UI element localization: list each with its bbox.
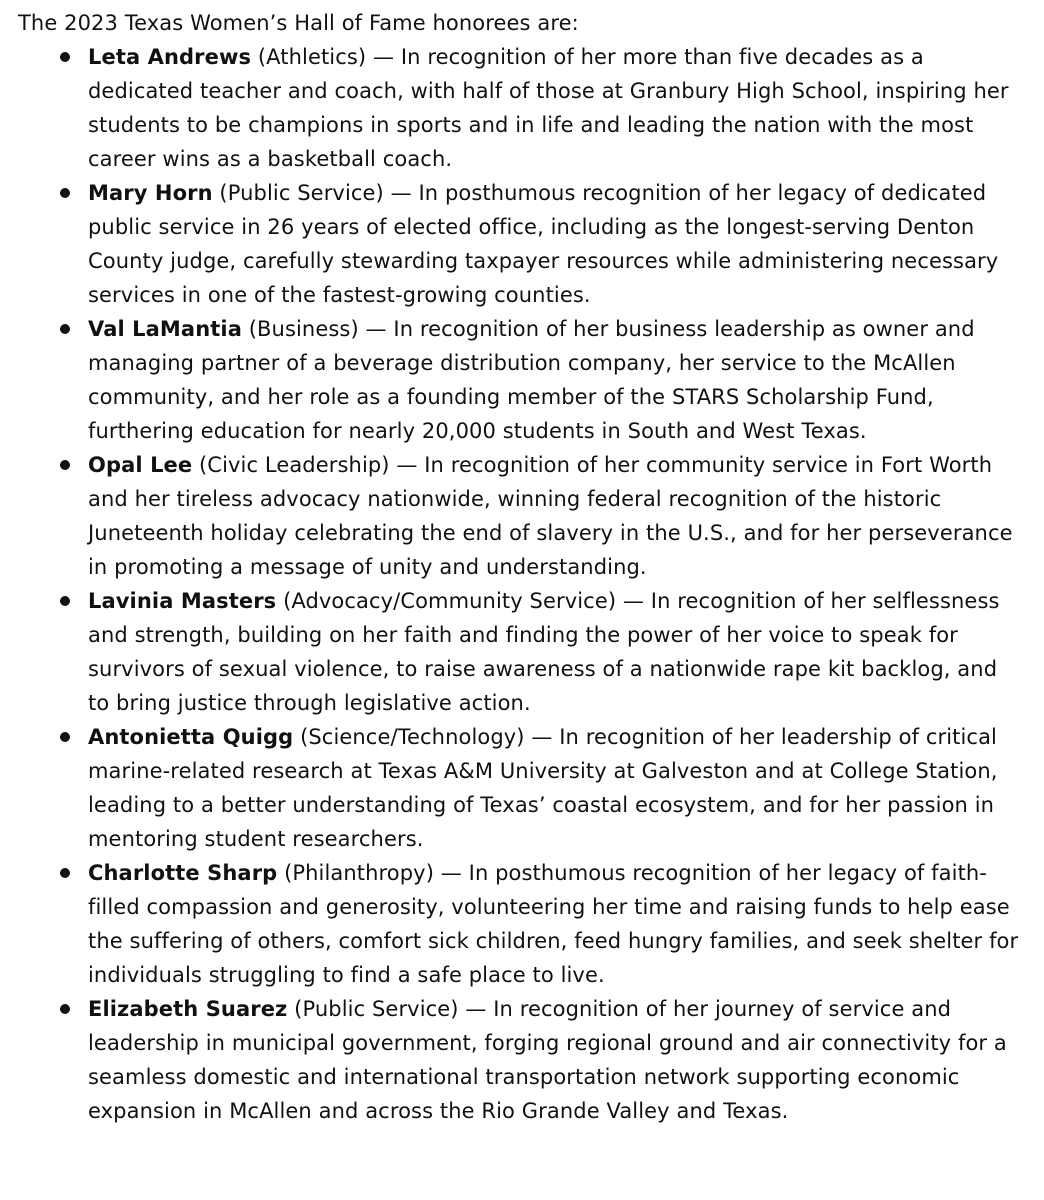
bullet-icon bbox=[60, 868, 70, 878]
list-item bbox=[88, 448, 1024, 584]
list-item bbox=[88, 856, 1024, 992]
honoree-name: Antonietta Quigg bbox=[88, 725, 294, 749]
bullet-icon bbox=[60, 188, 70, 198]
honoree-description: — In recognition of her selflessness and strength, building on her faith and finding the power of her voice to speak for survivors of sexual violence, to raise awareness of a nationwide rape kit backlog, and to bring justice through legislative action. bbox=[88, 589, 1000, 715]
honoree-list bbox=[18, 40, 1024, 1128]
honoree-name: Elizabeth Suarez bbox=[88, 997, 288, 1021]
bullet-icon bbox=[60, 732, 70, 742]
bullet-icon bbox=[60, 324, 70, 334]
list-item bbox=[88, 176, 1024, 312]
honoree-description: — In recognition of her more than five decades as a dedicated teacher and coach, with half of those at Granbury High School, inspiring her students to be champions in sports and in life and leading the nation with the most career wins as a basketball coach. bbox=[88, 45, 1009, 171]
intro-text: The 2023 Texas Women’s Hall of Fame honorees are: bbox=[18, 11, 579, 35]
honoree-description: — In posthumous recognition of her legacy of faith-filled compassion and generosity, volunteering her time and raising funds to help ease the suffering of others, comfort sick children, feed hungry families, and seek shelter for individuals struggling to find a safe place to live. bbox=[88, 861, 1019, 987]
honoree-description: — In recognition of her community service in Fort Worth and her tireless advocacy nationwide, winning federal recognition of the historic Juneteenth holiday celebrating the end of slavery in the U.S., and for her perseverance in promoting a message of unity and understanding. bbox=[88, 453, 1013, 579]
honoree-name: Mary Horn bbox=[88, 181, 213, 205]
bullet-icon bbox=[60, 1004, 70, 1014]
list-item bbox=[88, 312, 1024, 448]
list-item bbox=[88, 992, 1024, 1128]
honoree-category: (Philanthropy) bbox=[284, 861, 434, 885]
list-item bbox=[88, 720, 1024, 856]
honoree-description: — In recognition of her leadership of critical marine-related research at Texas A&M University at Galveston and at College Station, leading to a better understanding of Texas’ coastal ecosystem, and for her passion in mentoring student researchers. bbox=[88, 725, 998, 851]
honoree-description: — In posthumous recognition of her legacy of dedicated public service in 26 years of elected office, including as the longest-serving Denton County judge, carefully stewarding taxpayer resources while administering necessary services in one of the fastest-growing counties. bbox=[88, 181, 999, 307]
list-item bbox=[88, 40, 1024, 176]
honoree-category: (Science/Technology) bbox=[300, 725, 525, 749]
honoree-name: Opal Lee bbox=[88, 453, 193, 477]
list-item bbox=[88, 584, 1024, 720]
honoree-category: (Public Service) bbox=[294, 997, 459, 1021]
honoree-name: Charlotte Sharp bbox=[88, 861, 278, 885]
bullet-icon bbox=[60, 460, 70, 470]
honoree-category: (Advocacy/Community Service) bbox=[283, 589, 617, 613]
honoree-category: (Public Service) bbox=[219, 181, 384, 205]
honoree-name: Val LaMantia bbox=[88, 317, 242, 341]
honoree-name: Lavinia Masters bbox=[88, 589, 277, 613]
honoree-description: — In recognition of her business leadership as owner and managing partner of a beverage distribution company, her service to the McAllen community, and her role as a founding member of the STARS Scholarship Fund, furthering education for nearly 20,000 students in South and West Texas. bbox=[88, 317, 975, 443]
honoree-category: (Business) bbox=[248, 317, 359, 341]
bullet-icon bbox=[60, 52, 70, 62]
bullet-icon bbox=[60, 596, 70, 606]
honoree-category: (Athletics) bbox=[257, 45, 367, 69]
honoree-category: (Civic Leadership) bbox=[199, 453, 390, 477]
honoree-description: — In recognition of her journey of service and leadership in municipal government, forging regional ground and air connectivity for a seamless domestic and international transportation network supporting economic expansion in McAllen and across the Rio Grande Valley and Texas. bbox=[88, 997, 1007, 1123]
honoree-name: Leta Andrews bbox=[88, 45, 252, 69]
